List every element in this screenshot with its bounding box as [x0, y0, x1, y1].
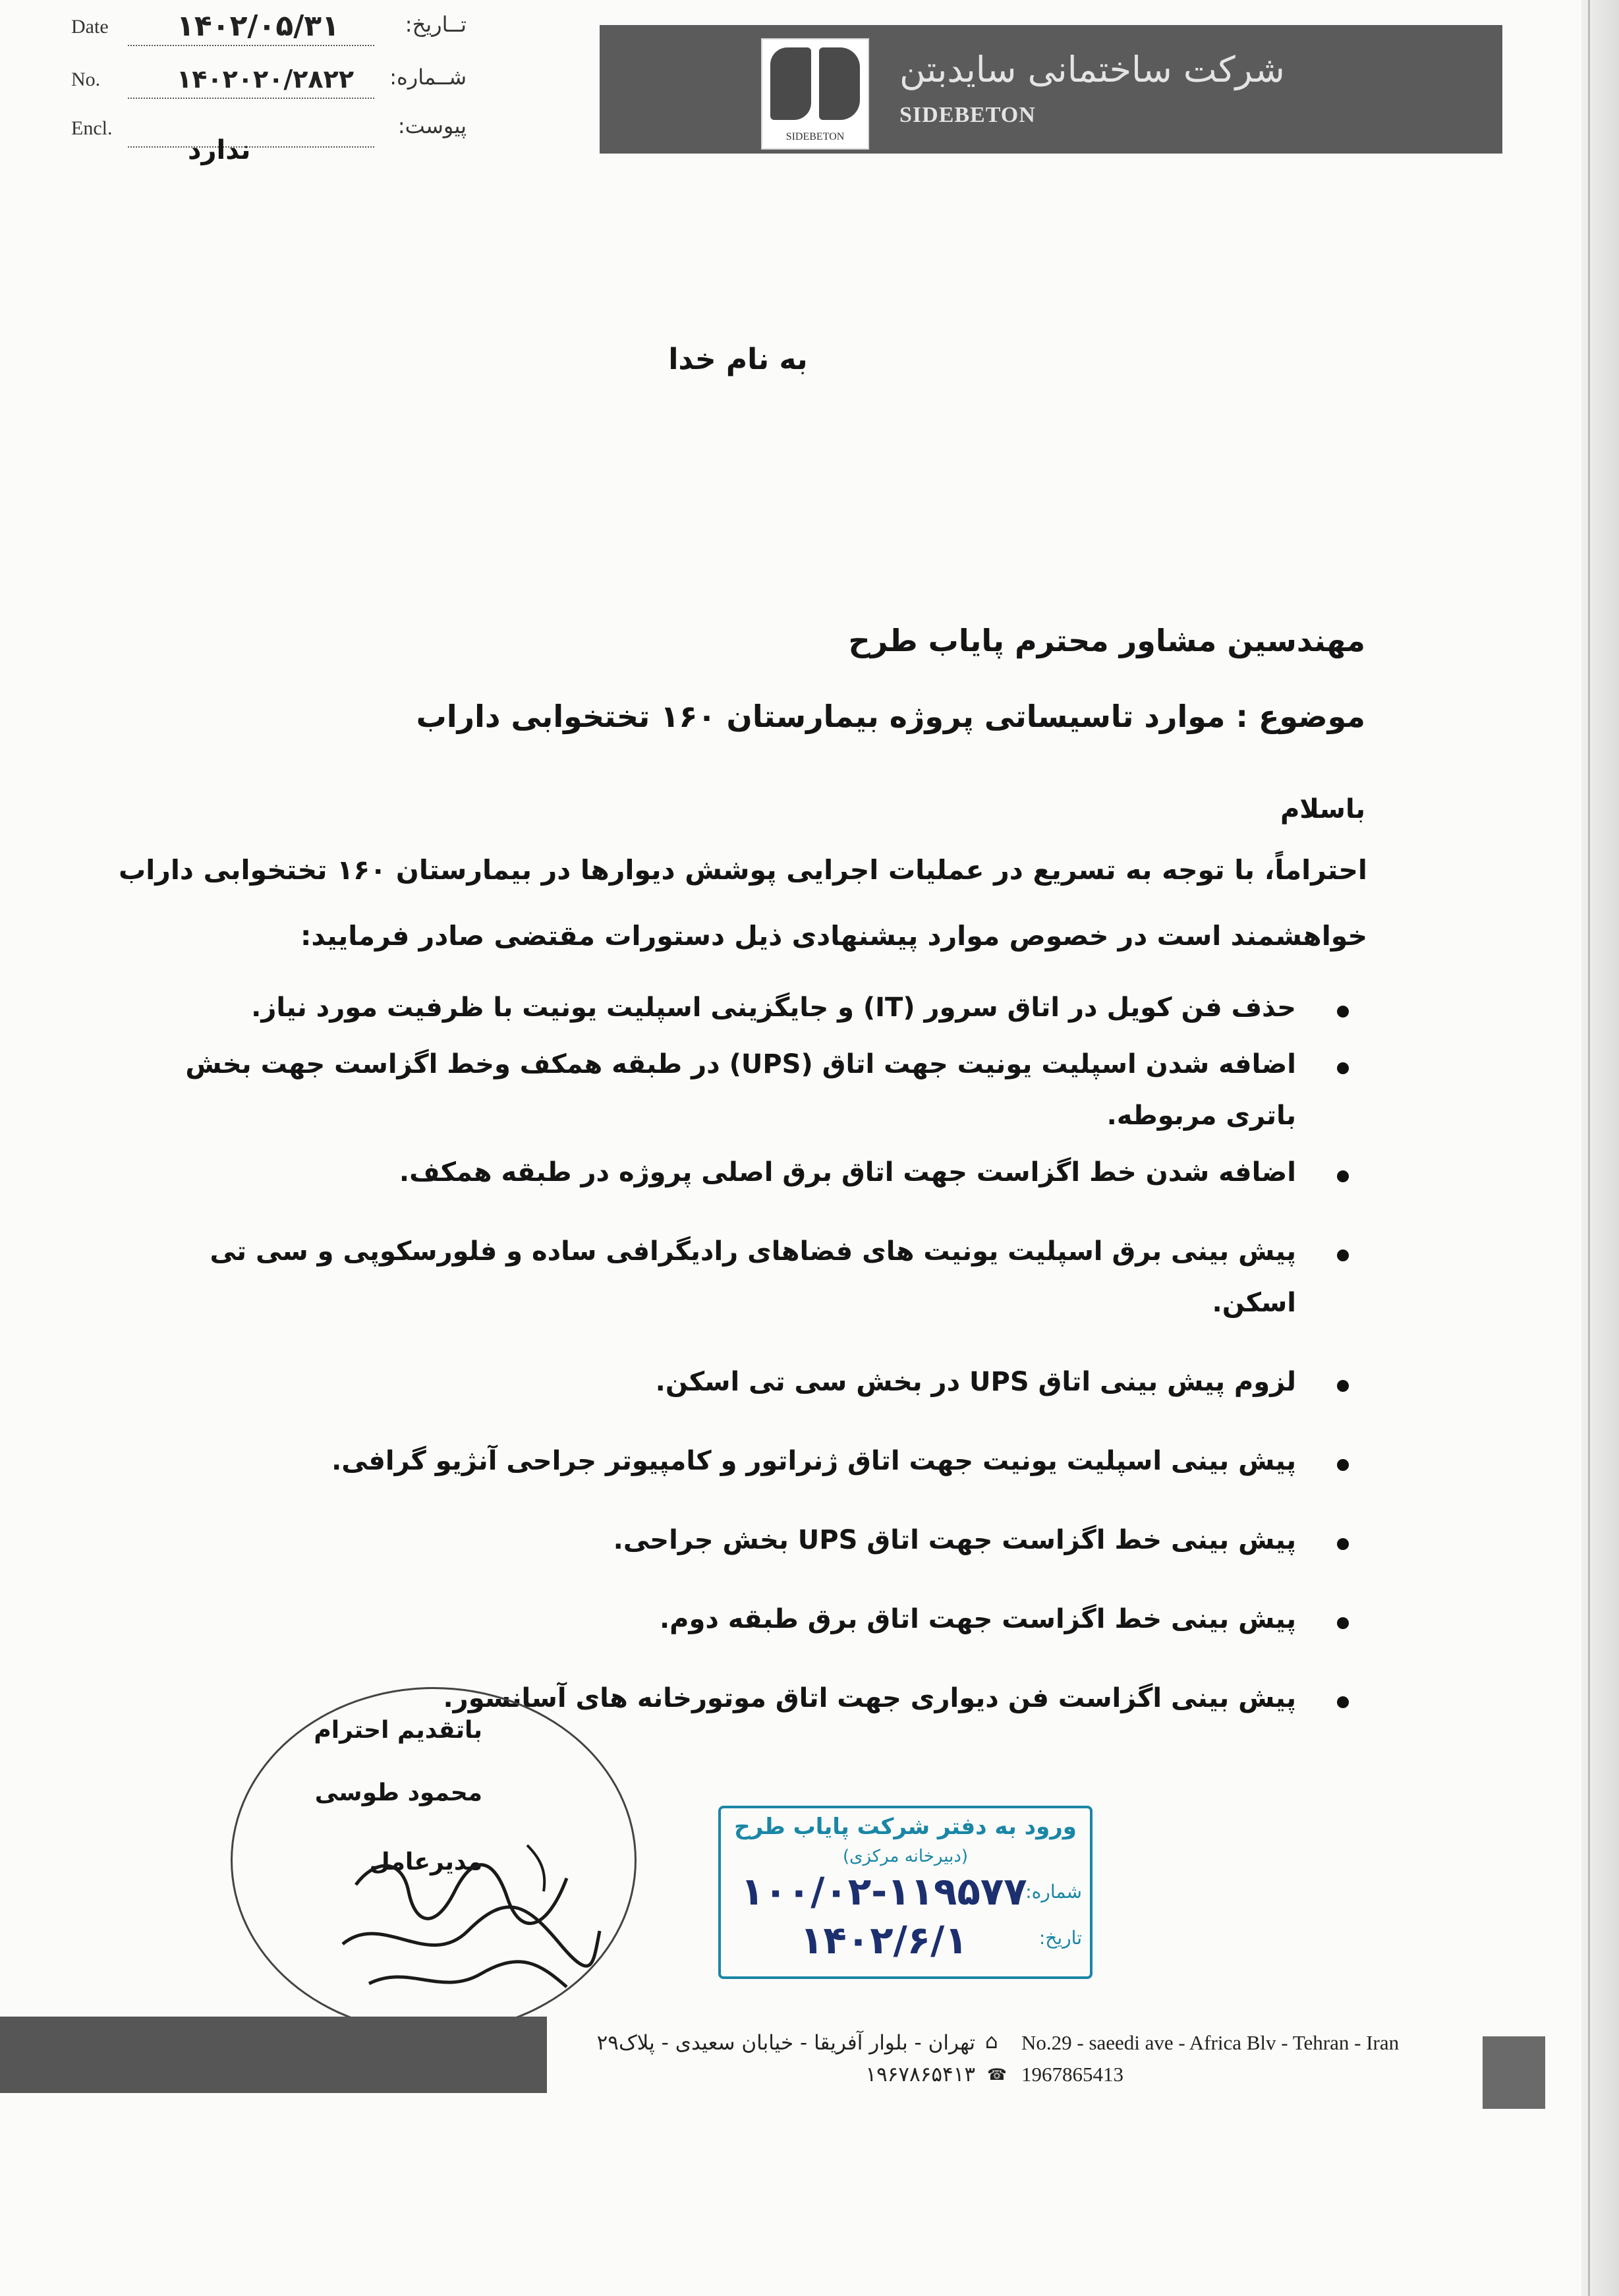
list-item: پیش بینی خط اگزاست جهت اتاق برق طبقه دوم. — [119, 1593, 1367, 1645]
date-label-fa: تــاریخ: — [405, 12, 467, 37]
date-dotted-line — [128, 45, 374, 46]
stamp-date-value: ۱۴۰۲/۶/۱ — [800, 1918, 968, 1963]
signer-name: محمود طوسی — [314, 1779, 482, 1806]
company-name-en: SIDEBETON — [899, 103, 1036, 127]
phone-icon: ☎ — [987, 2065, 1007, 2084]
attachment-dotted-line — [128, 146, 374, 148]
stamp-title: ورود به دفتر شرکت پایاب طرح — [734, 1814, 1077, 1840]
number-label-en: No. — [71, 69, 101, 90]
attachment-value: ندارد — [188, 135, 251, 165]
signer-title: مدیرعامل — [369, 1849, 482, 1876]
footer-address-fa: تهران - بلوار آفریقا - خیابان سعیدی - پلاک۲۹ — [596, 2031, 975, 2055]
date-label-en: Date — [71, 16, 109, 38]
footer-bar-right — [1483, 2036, 1545, 2109]
footer-phone-en: 1967865413 — [1021, 2063, 1123, 2086]
number-row — [71, 65, 467, 104]
attachment-label-en: Encl. — [71, 117, 113, 139]
attachment-row — [71, 113, 467, 153]
number-value: ۱۴۰۲۰۲۰/۲۸۲۲ — [177, 65, 355, 94]
stamp-date-label: تاریخ: — [1038, 1927, 1082, 1949]
list-item: لزوم پیش بینی اتاق UPS در بخش سی تی اسکن. — [119, 1356, 1367, 1408]
greeting: باسلام — [1280, 794, 1365, 824]
stamp-number-value: ۱۰۰/۰۲-۱۱۹۵۷۷ — [741, 1869, 1027, 1914]
footer-address-en: No.29 - saeedi ave - Africa Blv - Tehran - Iran — [1021, 2031, 1400, 2054]
subject: موضوع : موارد تاسیساتی پروژه بیمارستان ۱۶۰ تختخوابی داراب — [416, 699, 1365, 734]
scan-edge-line — [1588, 0, 1590, 2296]
logo-b-shape — [819, 47, 860, 120]
closing-text: باتقدیم احترام — [314, 1717, 482, 1744]
list-item: پیش بینی اگزاست فن دیواری جهت اتاق موتورخانه های آسانسور. — [119, 1673, 1367, 1724]
date-value: ۱۴۰۲/۰۵/۳۱ — [177, 9, 339, 43]
list-item: پیش بینی خط اگزاست جهت اتاق UPS بخش جراحی. — [119, 1514, 1367, 1566]
stamp-number-label: شماره: — [1025, 1881, 1082, 1903]
company-name-fa: شرکت ساختمانی سایدبتن — [899, 49, 1285, 90]
footer-bar — [0, 2017, 547, 2093]
list-item: اضافه شدن خط اگزاست جهت اتاق برق اصلی پروژه در طبقه همکف. — [119, 1147, 1367, 1198]
receipt-stamp — [718, 1806, 1093, 1979]
date-row — [71, 9, 467, 51]
bismillah: به نام خدا — [668, 343, 808, 376]
number-dotted-line — [128, 98, 374, 99]
footer-phone-fa: ۱۹۶۷۸۶۵۴۱۳ — [865, 2063, 975, 2086]
home-icon: ⌂ — [985, 2030, 998, 2053]
list-item: پیش بینی برق اسپلیت یونیت های فضاهای رادیگرافی ساده و فلورسکوپی و سی تی اسکن. — [119, 1226, 1367, 1329]
intro-paragraph: احتراماً، با توجه به تسریع در عملیات اجرایی پوشش دیوارها در بیمارستان ۱۶۰ تختخوابی داراب خواهشمند است در خصوص موارد پیشنهادی ذیل دستورات مقتضی صادر فرمایید: — [119, 854, 1367, 952]
request-list — [119, 982, 1367, 1724]
list-item: حذف فن کویل در اتاق سرور (IT) و جایگزینی اسپلیت یونیت با ظرفیت مورد نیاز. — [119, 982, 1367, 1033]
recipient: مهندسین مشاور محترم پایاب طرح — [848, 623, 1365, 658]
company-header — [600, 25, 1502, 154]
logo-s-shape — [770, 47, 811, 120]
list-item: پیش بینی اسپلیت یونیت جهت اتاق ژنراتور و کامپیوتر جراحی آنژیو گرافی. — [119, 1435, 1367, 1487]
list-item: اضافه شدن اسپلیت یونیت جهت اتاق (UPS) در طبقه همکف وخط اگزاست جهت بخش باتری مربوطه. — [119, 1039, 1367, 1141]
stamp-subtitle: (دبیرخانه مرکزی) — [842, 1847, 969, 1866]
attachment-label-fa: پیوست: — [397, 113, 467, 138]
scan-edge — [1581, 0, 1619, 2296]
logo-caption: SIDEBETON — [785, 131, 845, 142]
number-label-fa: شــماره: — [389, 65, 467, 90]
handwritten-signature — [329, 1832, 606, 2003]
company-logo — [761, 38, 869, 150]
